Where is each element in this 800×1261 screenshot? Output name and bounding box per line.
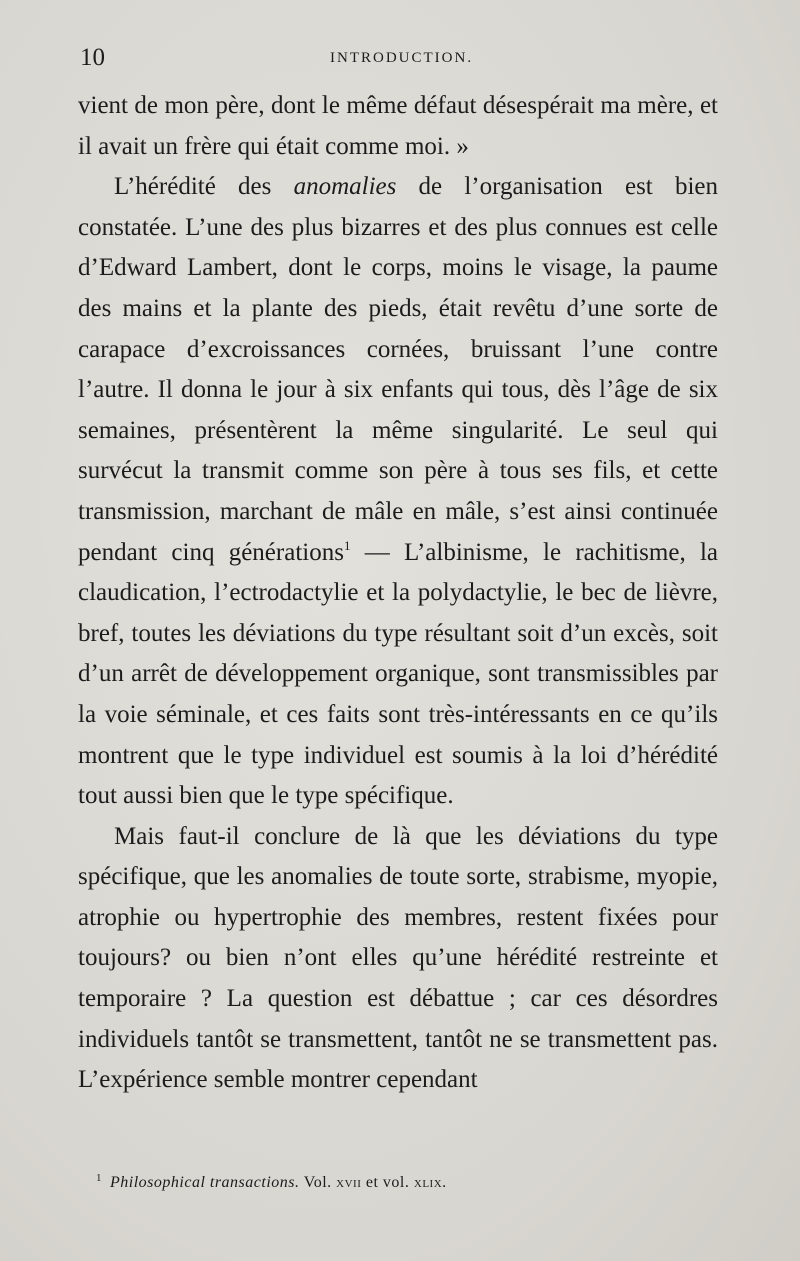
footnote-title: Philosophical transactions. [110,1174,300,1191]
paragraph-3: Mais faut-il conclure de là que les déviations du type spécifique, que les anomalies de toute sorte, strabisme, myopie, atrophie ou hypertrophie des membres, restent fixées pour toujours? ou bien n’ont elles qu’une hérédité restreinte et temporaire ? La question est débattue ; car ces désordres individuels tantôt se transmettent, tantôt ne se transmettent pas. L’expérience semble montrer cependant [78,822,718,1094]
footnote-mark: 1 [96,1172,102,1184]
paragraph-2-body: de l’organisation est bien constatée. L’une des plus bizarres et des plus connues est celle d’Edward Lambert, dont le corps, moins le visage, la paume des mains et la plante des pieds, était revêtu d’une sorte de carapace d’excroissances cornées, bruissant l’une contre l’autre. Il donna le jour à six enfants qui tous, dès l’âge de six semaines, présentèrent la même singularité. Le seul qui survécut la transmit comme son père à tous ses fils, et cette transmission, marchant de mâle en mâle, s’est ainsi continuée pendant cinq générations [78,173,718,566]
running-head: INTRODUCTION. [330,50,474,66]
footnote-end: . [442,1174,447,1191]
paragraph-1: vient de mon père, dont le même défaut désespérait ma mère, et il avait un frère qui était comme moi. » [78,92,718,160]
footnote-volume-a: xvii [336,1174,362,1191]
italic-anomalies: anomalies [293,173,397,201]
page-number: 10 [80,44,105,71]
footnote-text-a: Vol. [299,1174,337,1191]
body-text [78,86,718,1101]
paragraph-2 [78,167,718,817]
footnote-volume-b: xlix [413,1174,443,1191]
footnote-text-b: et vol. [361,1174,414,1191]
paragraph-2-tail: — L’albinisme, le rachitisme, la claudication, l’ectrodactylie et la polydactylie, le bec de lièvre, bref, toutes les déviations du type résultant soit d’un excès, soit d’un arrêt de développement organique, sont transmissibles par la voie séminale, et ces faits sont très-intéressants en ce qu’ils montrent que le type individuel est soumis à la loi d’hérédité tout aussi bien que le type spécifique. [78,538,718,810]
footnote [96,1172,696,1192]
page-header [80,44,720,76]
paragraph-2-start: L’hérédité des [114,173,294,201]
footnote-reference: 1 [343,537,351,553]
